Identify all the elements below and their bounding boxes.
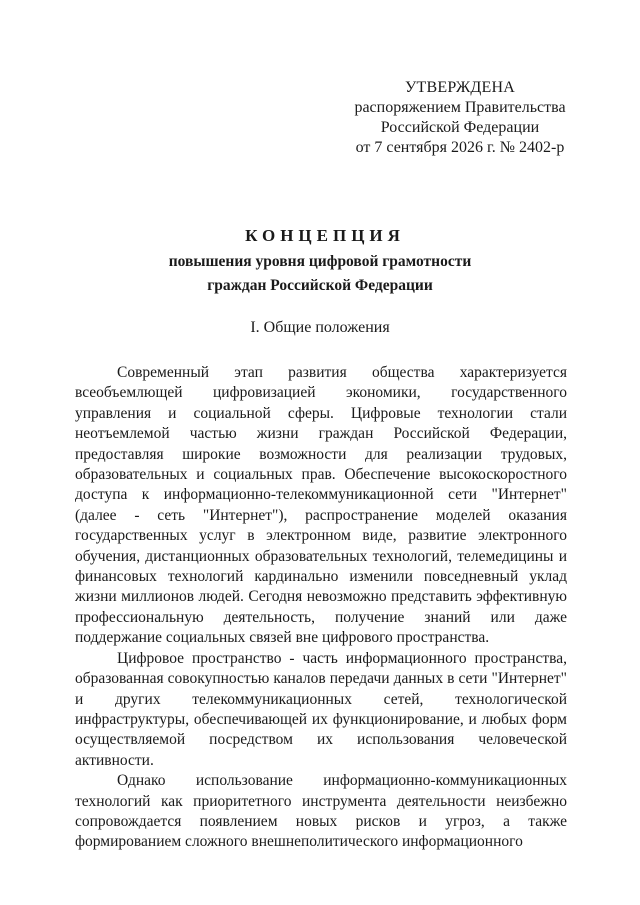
- document-title-block: [0, 224, 640, 296]
- document-title: КОНЦЕПЦИЯ: [245, 226, 405, 245]
- approval-stamp: [340, 78, 580, 158]
- paragraph-2: Цифровое пространство - часть информационного пространства, образованная совокупностью каналов передачи данных в сети "Интернет" и других телекоммуникационных сетей, технологической инфраструктуры, обеспечивающей их функционирование, и любых форм осуществляемой посредством их использования человеческой активности.: [75, 649, 567, 769]
- body-text: [75, 363, 567, 853]
- document-subtitle-line-1: повышения уровня цифровой грамотности: [168, 253, 472, 270]
- approval-line-government: Российской Федерации: [380, 119, 540, 136]
- section-heading: I. Общие положения: [250, 319, 390, 336]
- paragraph-1: Современный этап развития общества характеризуется всеобъемлющей цифровизацией экономики, государственного управления и социальной сферы. Цифровые технологии стали неотъемлемой частью жизни граждан Российской Федерации, предоставляя широкие возможности для реализации трудовых, образовательных и социальных прав. Обеспечение высокоскоростного доступа к информационно-телекоммуникационной сети "Интернет" (далее - сеть "Интернет"), распространение моделей оказания государственных услуг в электронном виде, развитие электронного обучения, дистанционных образовательных технологий, телемедицины и финансовых технологий кардинально изменили повседневный уклад жизни миллионов людей. Сегодня невозможно представить эффективную профессиональную деятельность, получение знаний или даже поддержание социальных связей вне цифрового пространства.: [75, 364, 567, 647]
- approval-heading: УТВЕРЖДЕНА: [404, 79, 515, 96]
- approval-line-date: от 7 сентября 2026 г. № 2402-р: [355, 139, 565, 156]
- approval-line-order: распоряжением Правительства: [354, 99, 566, 116]
- paragraph-3: Однако использование информационно-коммуникационных технологий как приоритетного инструмента деятельности неизбежно сопровождается появлением новых рисков и угроз, а также формированием сложного внешнеполитического информационного: [75, 772, 567, 851]
- document-subtitle-line-2: граждан Российской Федерации: [207, 277, 433, 294]
